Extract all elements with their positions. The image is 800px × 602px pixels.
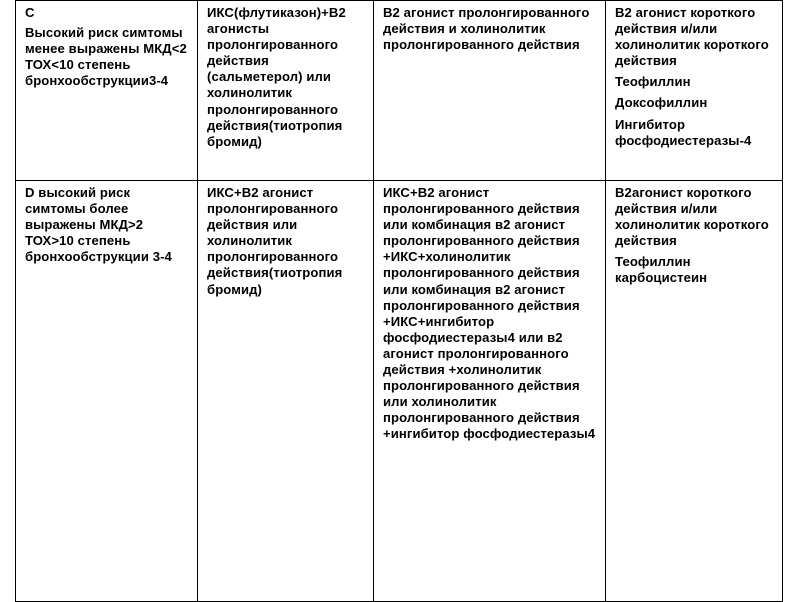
alternative-item-c-2: Теофиллин — [615, 74, 691, 90]
alternative-item-c-1: В2 агонист короткого действия и/или холинолитик короткого действия — [615, 5, 769, 69]
first-choice-text-c: ИКС(флутиказон)+В2 агонисты пролонгированного действия (сальметерол) или холинолитик пролонгированного действия(тиотропия бромид) — [207, 5, 346, 149]
treatment-table — [15, 0, 783, 602]
table-row-c — [16, 1, 783, 181]
first-choice-cell-d — [198, 181, 374, 602]
alternative-cell-c — [606, 1, 783, 181]
alternative-item-c-3: Доксофиллин — [615, 95, 708, 111]
group-criteria-c: Высокий риск симтомы менее выражены МКД<2 ТОХ<10 степень бронхообструкции3-4 — [25, 25, 187, 89]
second-choice-cell-d — [374, 181, 606, 602]
alternative-item-d-1: В2агонист короткого действия и/или холинолитик короткого действия — [615, 185, 769, 249]
group-label-d: D — [25, 185, 39, 200]
group-cell-c — [16, 1, 198, 181]
alternative-item-c-4: Ингибитор фосфодиестеразы-4 — [615, 116, 752, 148]
group-criteria-d: высокий риск симтомы более выражены МКД>2 ТОХ>10 степень бронхообструкции 3-4 — [25, 185, 172, 265]
second-choice-text-c: В2 агонист пролонгированного действия и холинолитик пролонгированного действия — [383, 5, 590, 53]
group-label-c: C — [25, 5, 35, 20]
group-cell-d — [16, 181, 198, 602]
first-choice-text-d: ИКС+В2 агонист пролонгированного действия или холинолитик пролонгированного действия(тиотропия бромид) — [207, 185, 343, 297]
alternative-cell-d — [606, 181, 783, 602]
alternative-item-d-2: Теофиллин карбоцистеин — [615, 254, 708, 286]
second-choice-cell-c — [374, 1, 606, 181]
first-choice-cell-c — [198, 1, 374, 181]
table-row-d — [16, 181, 783, 602]
second-choice-text-d: ИКС+В2 агонист пролонгированного действия или комбинация в2 агонист пролонгированного действия +ИКС+холинолитик пролонгированного действия или комбинация в2 агонист пролонгированного действия +ИКС+ингибитор фосфодиестеразы4 или в2 агонист пролонгированного действия +холинолитик пролонгированного действия или холинолитик пролонгированного действия +ингибитор фосфодиестеразы4 — [383, 185, 596, 442]
